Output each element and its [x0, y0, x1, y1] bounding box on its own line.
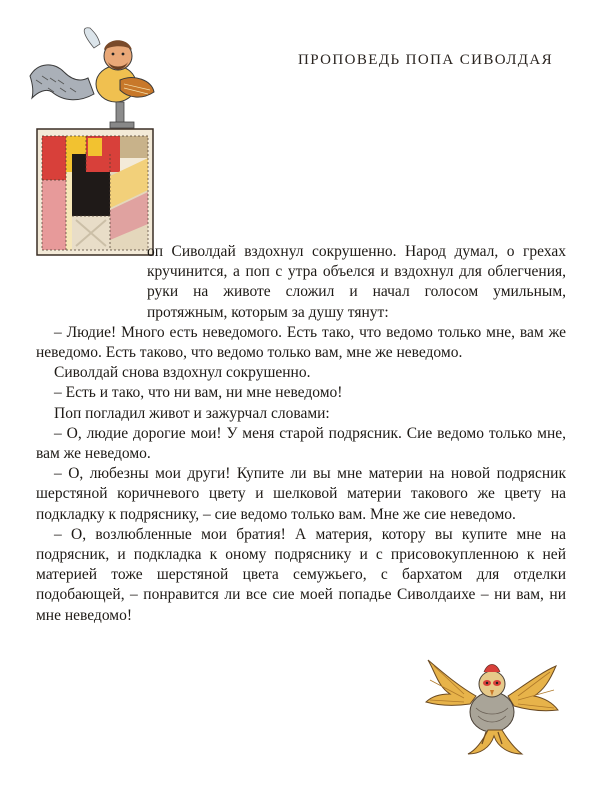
story-text: [36, 242, 566, 626]
paragraph: – О, людие дорогие мои! У меня старой подрясник. Сие ведомо только мне, вам же неведомо.: [36, 424, 566, 463]
paragraph: Сиволдай снова вздохнул сокрушенно.: [54, 364, 311, 382]
paragraph: оп Сиволдай вздохнул сокрушенно. Народ думал, о грехах кручинится, а поп с утра объелся и вздохнул для облегчения, руки на животе сложил и начал голосом умильным, протяжным, которым за душу тянут:: [147, 243, 566, 321]
patchwork-initial-letter-icon: [36, 128, 154, 256]
paragraph: – Людие! Много есть неведомого. Есть тако, что ведомо только мне, вам же неведомо. Есть таково, что ведомо только вам, мне же неведомо.: [36, 323, 566, 362]
page-title: ПРОПОВЕДЬ ПОПА СИВОЛДАЯ: [298, 52, 554, 68]
paragraph: – О, возлюбленные мои братия! А материя, котору вы купите мне на подрясник, и подкладка к оному подряснику и с присовокупленною к ней материей тоже шерстяной цвета семужьего, с бархатом для отделки подобающей, – понравится ли все сие моей попадье Сиволдаихе – ни вам, ни мне неведомо!: [36, 525, 566, 624]
folk-bird-icon: [418, 650, 568, 760]
mermaid-with-gusli-icon: [24, 18, 164, 138]
paragraph: – Есть и тако, что ни вам, ни мне неведомо!: [54, 384, 343, 402]
paragraph: Поп погладил живот и зажурчал словами:: [54, 404, 330, 422]
paragraph: – О, любезны мои други! Купите ли вы мне материи на новой подрясник шерстяной коричневого цвету и шелковой материи такового же цвету на подкладку к подряснику, – сие ведомо только вам. Мне же сие неведомо.: [36, 465, 566, 523]
